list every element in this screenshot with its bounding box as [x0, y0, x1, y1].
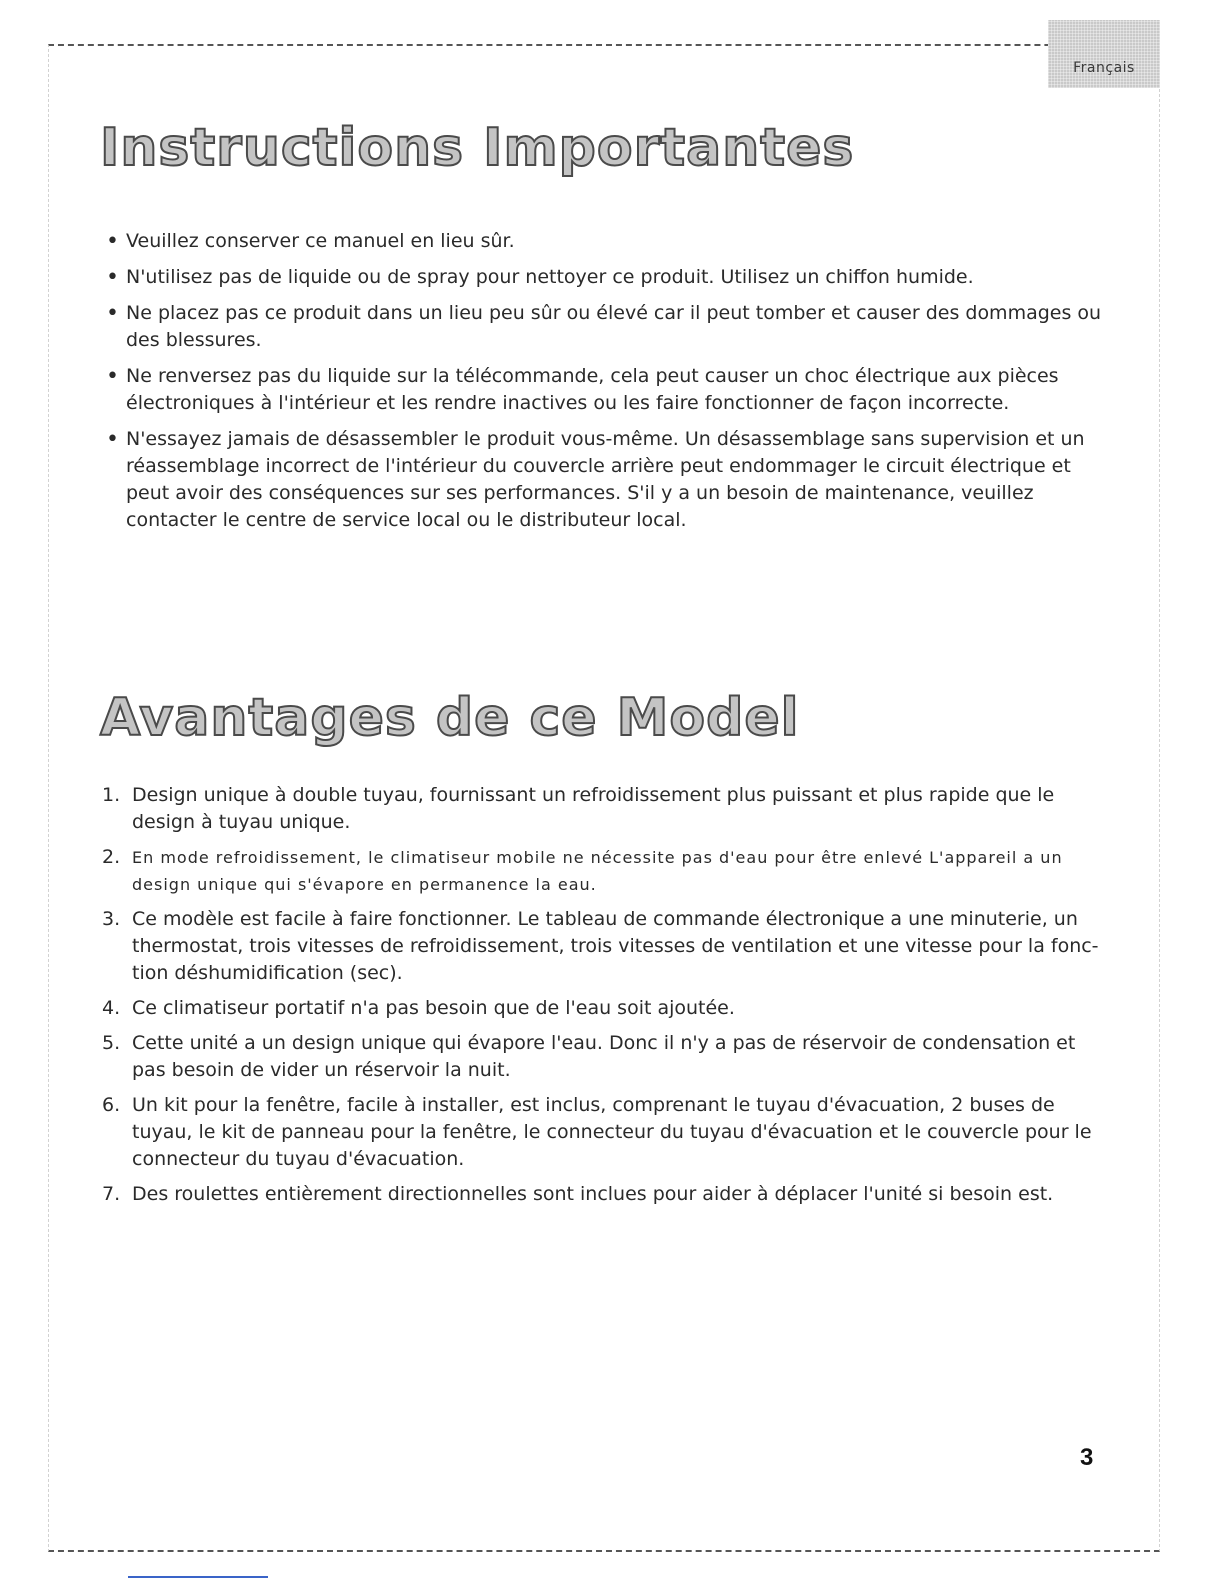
item-number: 7. [102, 1183, 121, 1205]
avantages-title: Avantages de ce Model [100, 688, 800, 748]
list-item: • N'essayez jamais de désassembler le produit vous-même. Un désassemblage sans supervision et un réassemblage incorrect de l'intérieur du couvercle arrière peut endommager le circuit électrique et peut avoir des conséquences sur ses performances. S'il y a un besoin de maintenance, veuillez contacter le centre de service local ou le distributeur local. [106, 426, 1116, 534]
item-text: Ce climatiseur portatif n'a pas besoin que de l'eau soit ajoutée. [132, 997, 735, 1019]
item-text: Ce modèle est facile à faire fonctionner. Le tableau de commande électronique a une minuterie, un thermostat, trois vitesses de refroidissement, trois vitesses de ventilation et une vitesse pour la fonc-tion déshumidification (sec). [132, 908, 1099, 984]
list-item: • N'utilisez pas de liquide ou de spray pour nettoyer ce produit. Utilisez un chiffon humide. [106, 264, 1116, 291]
avantages-list [102, 782, 1112, 1216]
language-tab [1048, 20, 1160, 88]
list-item: • Ne renversez pas du liquide sur la télécommande, cela peut causer un choc électrique aux pièces électroniques à l'intérieur et les rendre inactives ou les faire fonctionner de façon incorrecte. [106, 363, 1116, 417]
page-number: 3 [1080, 1444, 1094, 1471]
list-item [102, 1181, 1112, 1208]
item-text: En mode refroidissement, le climatiseur mobile ne nécessite pas d'eau pour être enlevé L'appareil a un design unique qui s'évapore en permanence la eau. [132, 848, 1063, 894]
item-text: Des roulettes entièrement directionnelles sont inclues pour aider à déplacer l'unité si besoin est. [132, 1183, 1054, 1205]
language-tab-label: Français [1073, 60, 1135, 76]
instructions-list [106, 228, 1116, 543]
list-item [102, 1092, 1112, 1173]
item-text: Design unique à double tuyau, fournissant un refroidissement plus puissant et plus rapide que le design à tuyau unique. [132, 784, 1055, 833]
list-item: • Veuillez conserver ce manuel en lieu sûr. [106, 228, 1116, 255]
list-item: • Ne placez pas ce produit dans un lieu peu sûr ou élevé car il peut tomber et causer des dommages ou des blessures. [106, 300, 1116, 354]
item-number: 2. [102, 846, 121, 868]
item-text: Cette unité a un design unique qui évapore l'eau. Donc il n'y a pas de réservoir de condensation et pas besoin de vider un réservoir la nuit. [132, 1032, 1076, 1081]
instructions-title: Instructions Importantes [100, 118, 855, 178]
list-item [102, 995, 1112, 1022]
item-number: 6. [102, 1094, 121, 1116]
item-number: 1. [102, 784, 121, 806]
list-item [102, 906, 1112, 987]
item-number: 3. [102, 908, 121, 930]
list-item [102, 1030, 1112, 1084]
item-number: 4. [102, 997, 121, 1019]
list-item [102, 844, 1112, 898]
footer-rule [128, 1576, 268, 1578]
list-item [102, 782, 1112, 836]
item-text: Un kit pour la fenêtre, facile à installer, est inclus, comprenant le tuyau d'évacuation, 2 buses de tuyau, le kit de panneau pour la fenêtre, le connecteur du tuyau d'évacuation et le couvercle pour le connecteur du tuyau d'évacuation. [132, 1094, 1092, 1170]
item-number: 5. [102, 1032, 121, 1054]
